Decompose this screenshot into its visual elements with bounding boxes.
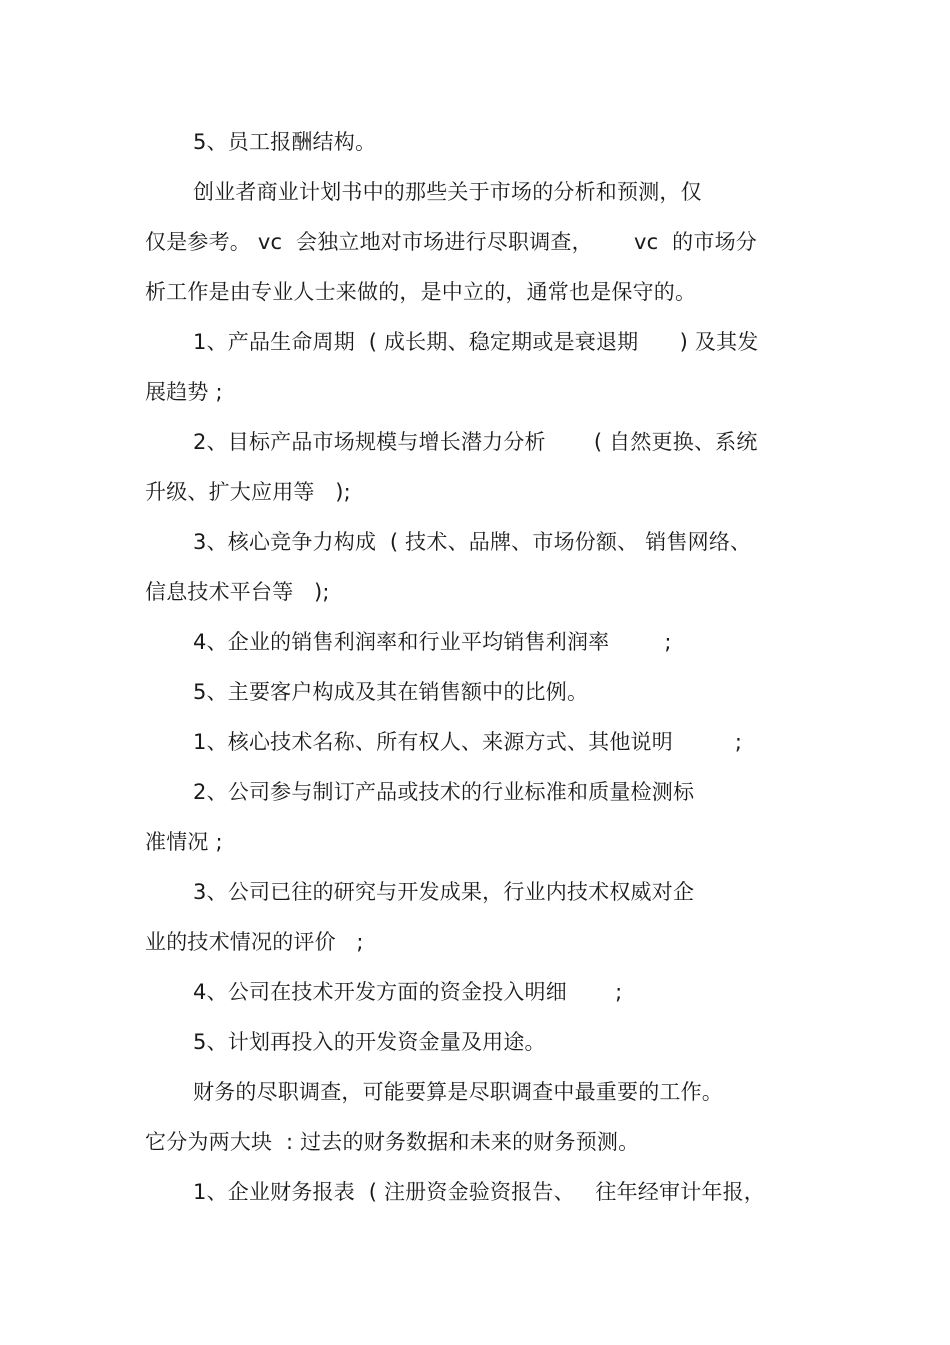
text-line: 准情况 ; — [145, 830, 223, 854]
text-line: 1、企业财务报表 ( 注册资金验资报告、 往年经审计年报， — [193, 1180, 766, 1204]
text-line: 信息技术平台等 ); — [145, 580, 330, 604]
text-line: 2、公司参与制订产品或技术的行业标准和质量检测标 — [193, 780, 695, 804]
text-line: 3、公司已往的研究与开发成果，行业内技术权威对企 — [193, 880, 695, 904]
text-line: 5、员工报酬结构。 — [193, 130, 377, 154]
text-line: 4、公司在技术开发方面的资金投入明细 ; — [193, 980, 623, 1004]
text-line: 4、企业的销售利润率和行业平均销售利润率 ; — [193, 630, 672, 654]
text-line: 1、产品生命周期 ( 成长期、稳定期或是衰退期 ) 及其发 — [193, 330, 759, 354]
text-line: 创业者商业计划书中的那些关于市场的分析和预测，仅 — [193, 180, 702, 204]
text-line: 展趋势 ; — [145, 380, 223, 404]
text-line: 业的技术情况的评价 ; — [145, 930, 364, 954]
text-line: 5、主要客户构成及其在销售额中的比例。 — [193, 680, 589, 704]
text-line: 2、目标产品市场规模与增长潜力分析 ( 自然更换、系统 — [193, 430, 758, 454]
text-line: 财务的尽职调查，可能要算是尽职调查中最重要的工作。 — [193, 1080, 723, 1104]
text-line: 升级、扩大应用等 ); — [145, 480, 351, 504]
text-line: 1、核心技术名称、所有权人、来源方式、其他说明 ; — [193, 730, 743, 754]
text-line: 5、计划再投入的开发资金量及用途。 — [193, 1030, 546, 1054]
text-line: 仅是参考。 vc 会独立地对市场进行尽职调查， vc 的市场分 — [145, 230, 757, 254]
text-line: 析工作是由专业人士来做的，是中立的，通常也是保守的。 — [145, 280, 697, 304]
text-line: 它分为两大块 : 过去的财务数据和未来的财务预测。 — [145, 1130, 640, 1154]
text-line: 3、核心竞争力构成 ( 技术、品牌、市场份额、 销售网络、 — [193, 530, 752, 554]
